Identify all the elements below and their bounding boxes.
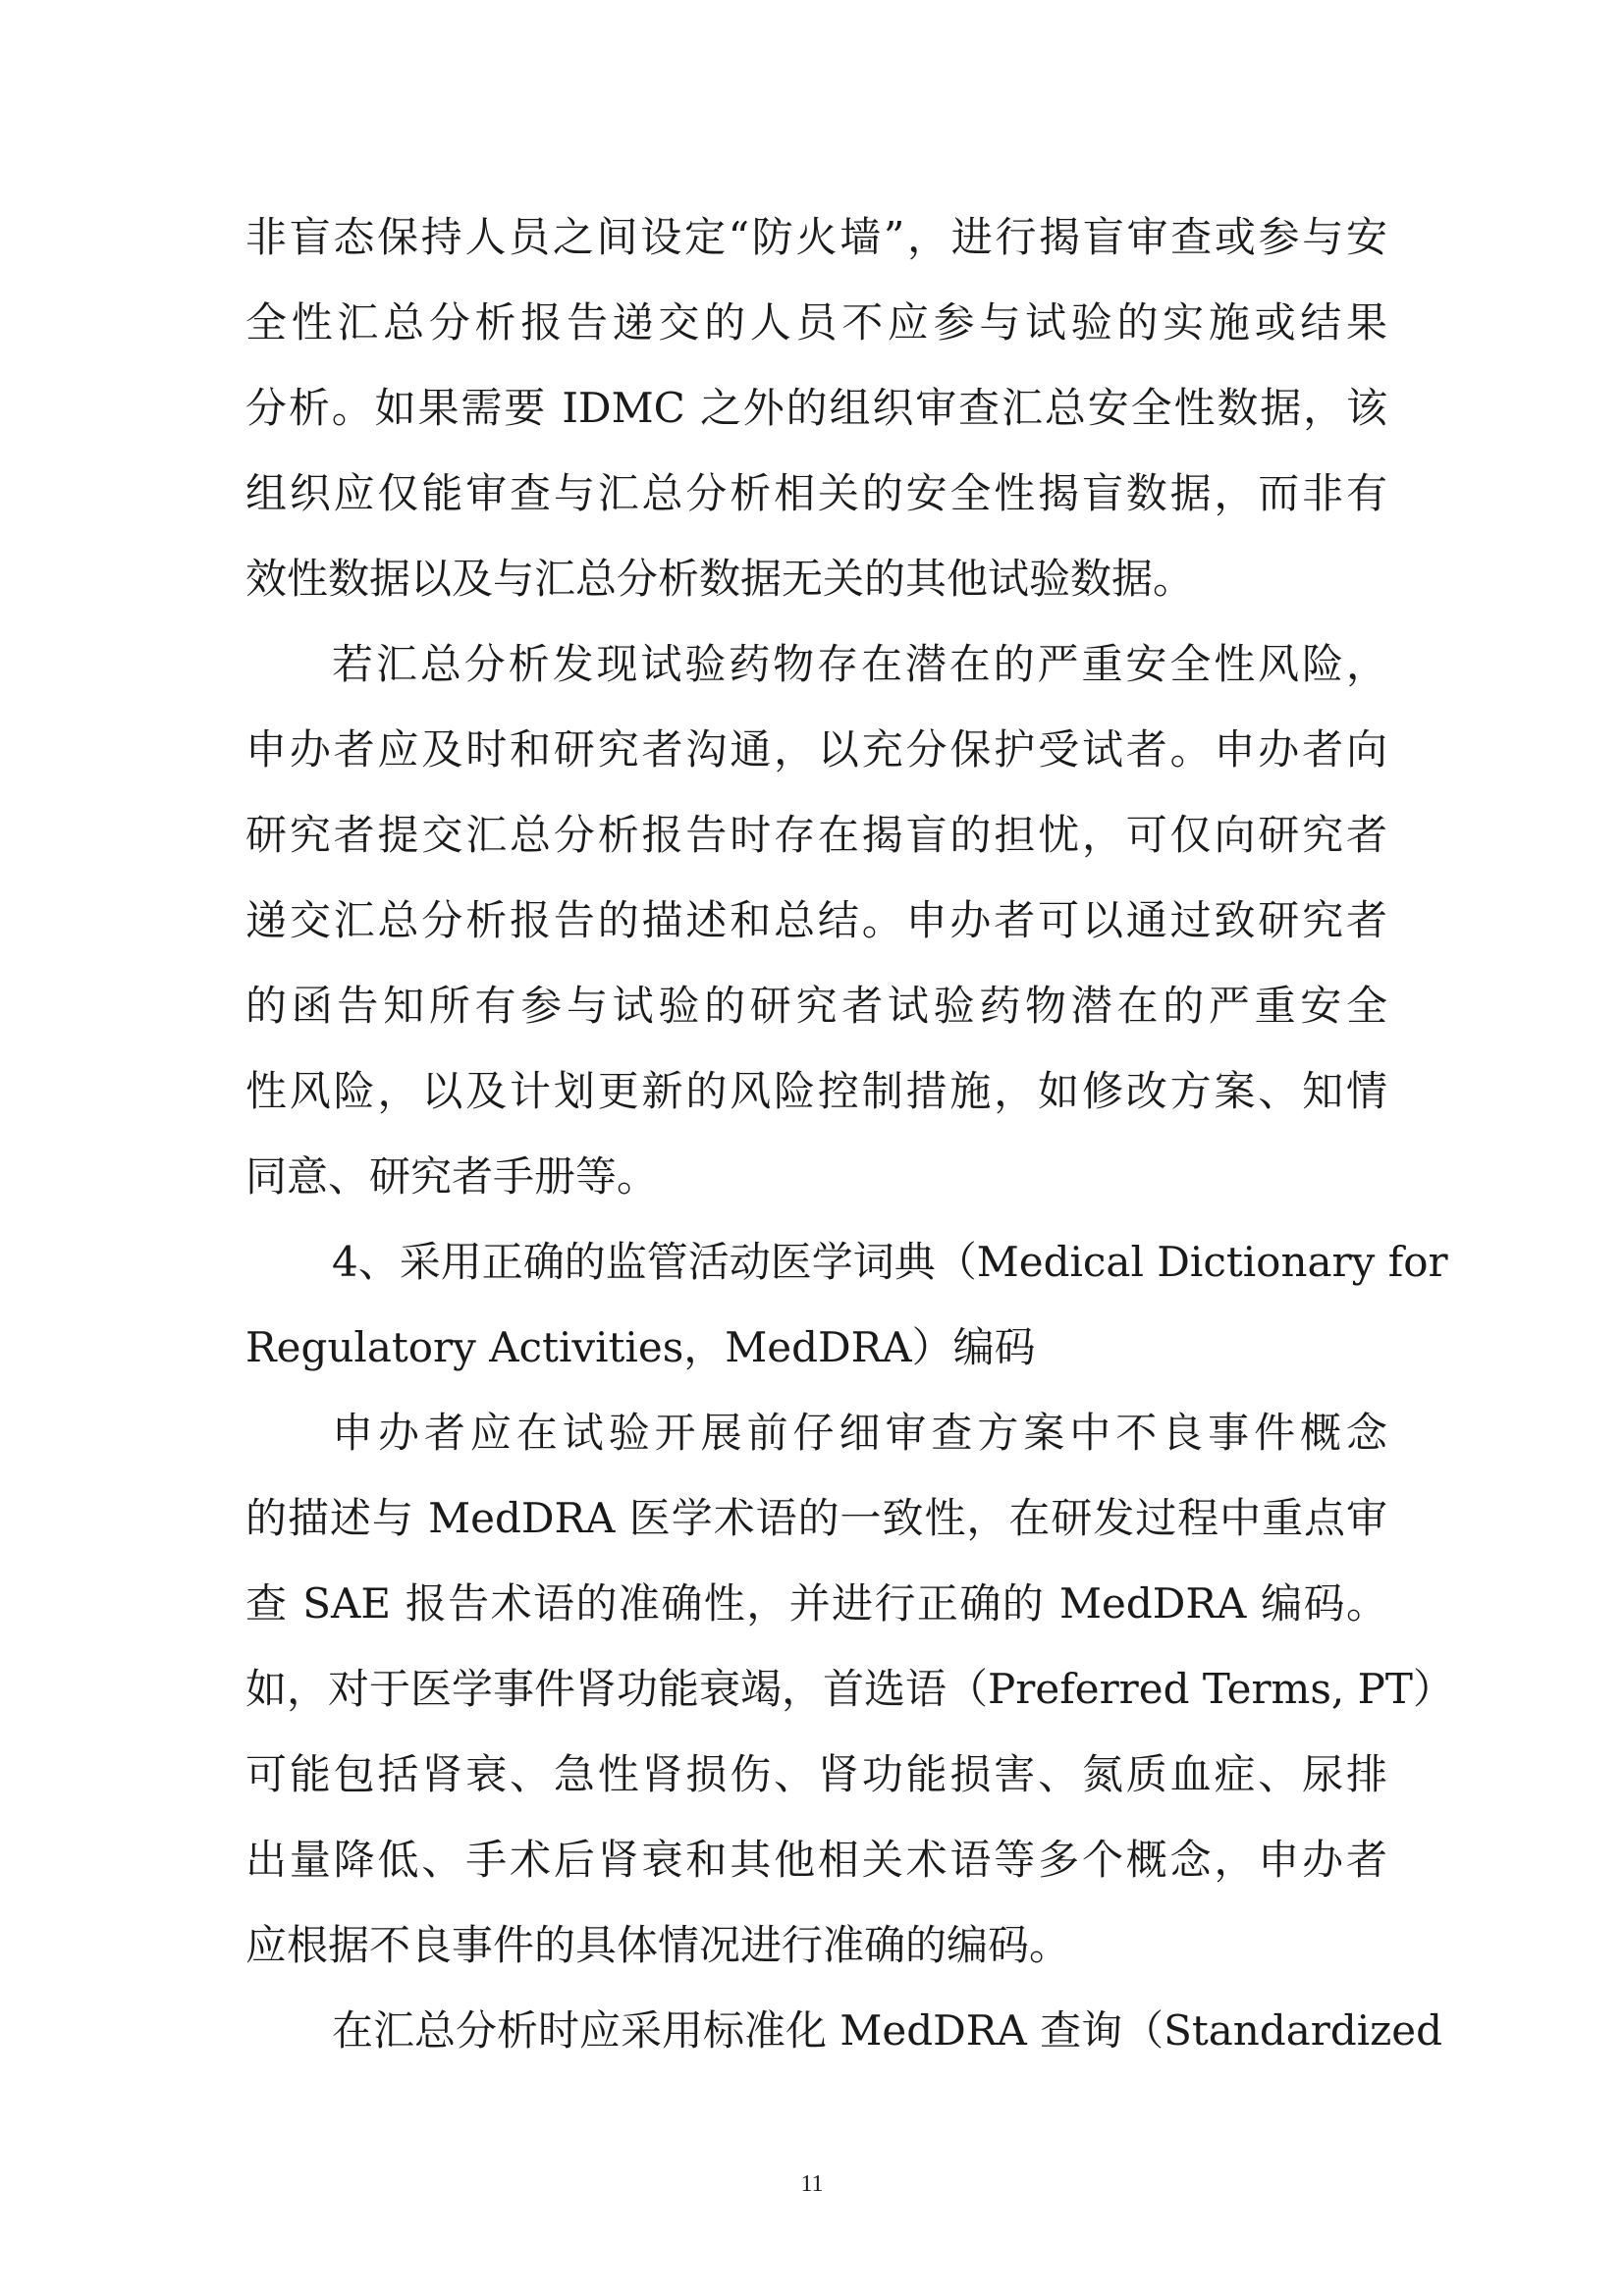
text-line: 效性数据以及与汇总分析数据无关的其他试验数据。: [245, 555, 1195, 603]
text-line: 全性汇总分析报告递交的人员不应参与试验的实施或结果: [245, 298, 1387, 347]
text-line: 若汇总分析发现试验药物存在潜在的严重安全性风险，: [332, 640, 1387, 688]
text-line: 申办者应在试验开展前仔细审查方案中不良事件概念: [332, 1409, 1387, 1457]
text-line: 性风险，以及计划更新的风险控制措施，如修改方案、知情: [245, 1067, 1387, 1115]
text-line: 同意、研究者手册等。: [245, 1152, 659, 1201]
text-line: 可能包括肾衰、急性肾损伤、肾功能损害、氮质血症、尿排: [245, 1750, 1387, 1798]
text-line: 如，对于医学事件肾功能衰竭，首选语（Preferred Terms, PT）: [245, 1665, 1454, 1713]
text-line: 递交汇总分析报告的描述和总结。申办者可以通过致研究者: [245, 896, 1387, 944]
text-line: 研究者提交汇总分析报告时存在揭盲的担忧，可仅向研究者: [245, 811, 1387, 859]
section-heading-line: Regulatory Activities，MedDRA）编码: [245, 1323, 1036, 1371]
text-line: 的描述与 MedDRA 医学术语的一致性，在研发过程中重点审: [245, 1494, 1387, 1542]
text-line: 出量降低、手术后肾衰和其他相关术语等多个概念，申办者: [245, 1836, 1387, 1884]
section-heading-line: 4、采用正确的监管活动医学词典（Medical Dictionary for: [332, 1238, 1448, 1286]
text-line: 申办者应及时和研究者沟通，以充分保护受试者。申办者向: [245, 725, 1387, 774]
page-number: 11: [800, 2171, 824, 2197]
text-line: 在汇总分析时应采用标准化 MedDRA 查询（Standardized: [332, 2006, 1443, 2055]
text-line: 非盲态保持人员之间设定“防火墙”，进行揭盲审查或参与安: [245, 213, 1387, 261]
text-line: 的函告知所有参与试验的研究者试验药物潜在的严重安全: [245, 982, 1387, 1030]
text-line: 查 SAE 报告术语的准确性，并进行正确的 MedDRA 编码。: [245, 1579, 1387, 1628]
text-line: 组织应仅能审查与汇总分析相关的安全性揭盲数据，而非有: [245, 469, 1387, 517]
text-line: 应根据不良事件的具体情况进行准确的编码。: [245, 1921, 1071, 1969]
text-line: 分析。如果需要 IDMC 之外的组织审查汇总安全性数据，该: [245, 384, 1387, 432]
